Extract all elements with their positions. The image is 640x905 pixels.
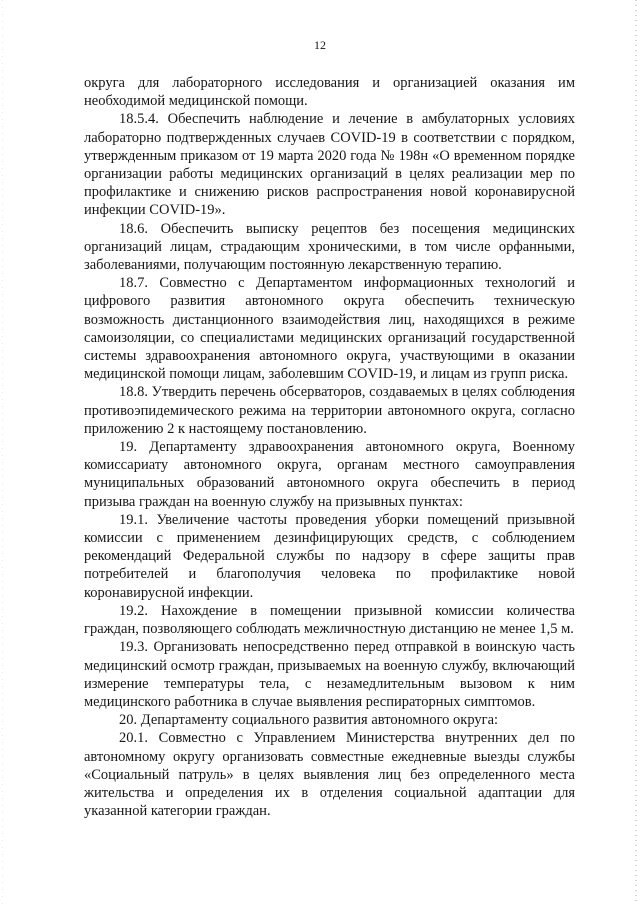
paragraph-19-2: 19.2. Нахождение в помещении призывной комиссии количества граждан, позволяющего соблюдать межличностную дистанцию не менее 1,5 м. bbox=[84, 602, 575, 638]
paragraph-18-7: 18.7. Совместно с Департаментом информационных технологий и цифрового развития автономного округа обеспечить техническую возможность дистанционного взаимодействия лиц, находящихся в режиме самоизоляции, со специалистами медицинских организаций государственной системы здравоохранения автономного округа, участвующими в оказании медицинской помощи лицам, заболевшим COVID-19, и лицам из групп риска. bbox=[84, 275, 575, 383]
paragraph-18-6: 18.6. Обеспечить выписку рецептов без посещения медицинских организаций лицам, страдающим хроническими, в том числе орфанными, заболеваниями, получающим постоянную лекарственную терапию. bbox=[84, 220, 575, 274]
paragraph-19-1: 19.1. Увеличение частоты проведения уборки помещений призывной комиссии с применением дезинфицирующих средств, с соблюдением рекомендаций Федеральной службы по надзору в сфере защиты прав потребителей и благополучия человека по профилактике новой коронавирусной инфекции. bbox=[84, 511, 575, 601]
document-body bbox=[84, 74, 575, 820]
paragraph-19-3: 19.3. Организовать непосредственно перед отправкой в воинскую часть медицинский осмотр граждан, призываемых на военную службу, включающий измерение температуры тела, с незамедлительным вызовом к ним медицинского работника в случае выявления респираторных симптомов. bbox=[84, 639, 575, 710]
paragraph-20: 20. Департаменту социального развития автономного округа: bbox=[119, 712, 499, 729]
paragraph-20-1: 20.1. Совместно с Управлением Министерства внутренних дел по автономному округу организовать совместные ежедневные выезды службы «Социальный патруль» в целях выявления лиц без определенного места жительства и определения их в отделения социальной адаптации для указанной категории граждан. bbox=[84, 730, 575, 820]
paragraph-19: 19. Департаменту здравоохранения автономного округа, Военному комиссариату автономного округа, органам местного самоуправления муниципальных образований автономного округа обеспечить в период призыва граждан на военную службу на призывных пунктах: bbox=[84, 439, 575, 510]
paragraph-18-5-4: 18.5.4. Обеспечить наблюдение и лечение в амбулаторных условиях лабораторно подтвержденных случаев COVID-19 в соответствии с порядком, утвержденным приказом от 19 марта 2020 года № 198н «О временном порядке организации работы медицинских организаций в целях реализации мер по профилактике и снижению рисков распространения новой коронавирусной инфекции COVID-19». bbox=[84, 111, 575, 219]
paragraph-continuation: округа для лабораторного исследования и организацией оказания им необходимой медицинской помощи. bbox=[84, 75, 575, 110]
scan-edge-left bbox=[2, 0, 3, 905]
scan-edge-right bbox=[635, 0, 637, 905]
page-number: 12 bbox=[314, 38, 326, 52]
paragraph-18-8: 18.8. Утвердить перечень обсерваторов, создаваемых в целях соблюдения противоэпидемического режима на территории автономного округа, согласно приложению 2 к настоящему постановлению. bbox=[84, 384, 575, 437]
